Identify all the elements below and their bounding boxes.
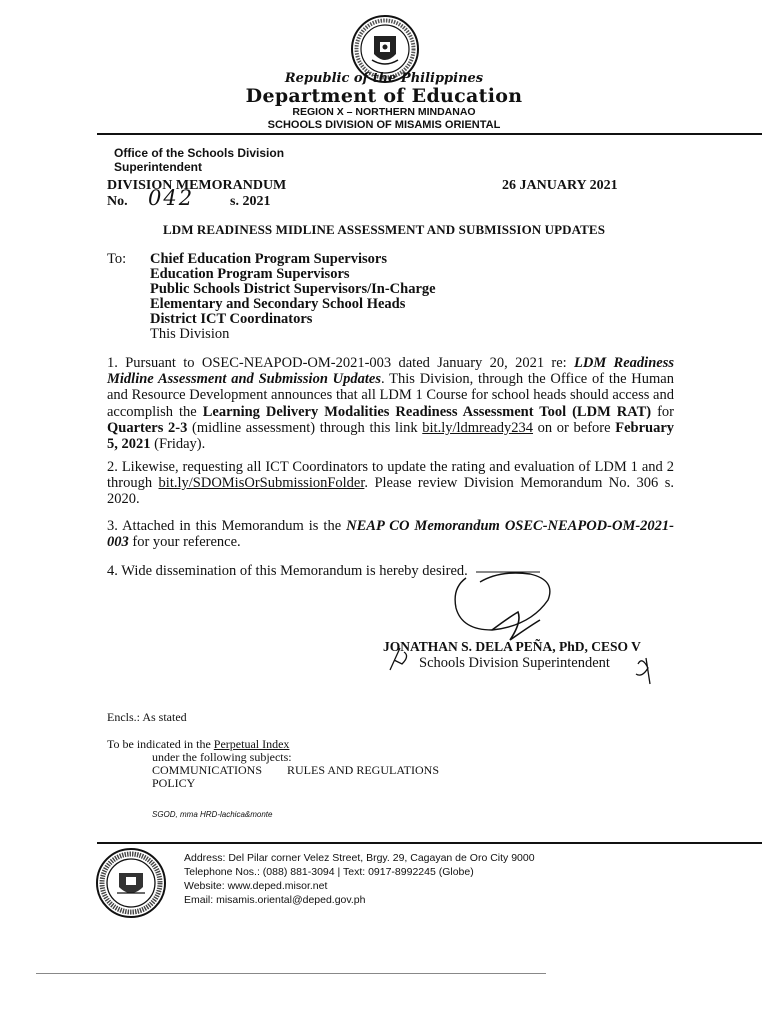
index-subject: COMMUNICATIONS bbox=[152, 763, 263, 777]
signatory-title: Schools Division Superintendent bbox=[419, 655, 610, 671]
republic-line: Republic of the Philippines bbox=[284, 71, 484, 86]
memo-series: s. 2021 bbox=[230, 194, 271, 209]
bottom-rule bbox=[36, 973, 546, 974]
perpetual-index-line: To be indicated in the Perpetual Index bbox=[107, 737, 290, 751]
paragraph-3: 3. Attached in this Memorandum is the NEAP CO Memorandum OSEC-NEAPOD-OM-2021-003 for your reference. bbox=[107, 518, 674, 551]
memo-type: DIVISION MEMORANDUM bbox=[107, 178, 287, 193]
header-divider bbox=[97, 133, 762, 135]
memo-number-handwritten: 042 bbox=[148, 186, 195, 210]
deped-seal-bottom bbox=[95, 847, 167, 919]
footer-email[interactable]: Email: misamis.oriental@deped.gov.ph bbox=[184, 894, 366, 906]
paragraph-4: 4. Wide dissemination of this Memorandum is hereby desired. bbox=[107, 563, 468, 579]
index-subject: RULES AND REGULATIONS bbox=[287, 763, 440, 777]
recipient: Public Schools District Supervisors/In-Charge bbox=[150, 281, 436, 297]
paragraph-1: 1. Pursuant to OSEC-NEAPOD-OM-2021-003 dated January 20, 2021 re: LDM Readiness Midline Assessment and Submission Updates. This Division, through the Office of the Human and Resource Development announces that all LDM 1 Course for school heads should access and accomplish the Learning Delivery Modalities Readiness Assessment Tool (LDM RAT) for Quarters 2-3 (midline assessment) through this link bit.ly/ldmready234 on or before February 5, 2021 (Friday). bbox=[107, 355, 675, 453]
recipient: District ICT Coordinators bbox=[150, 311, 313, 327]
memo-date: 26 JANUARY 2021 bbox=[502, 178, 618, 193]
reference-initials: SGOD, mma HRD-lachica&monte bbox=[152, 810, 273, 819]
footer-divider bbox=[97, 842, 762, 844]
memo-number-label: No. bbox=[107, 194, 128, 209]
footer-telephone: Telephone Nos.: (088) 881-3094 | Text: 0917-8992245 (Globe) bbox=[184, 866, 474, 878]
perpetual-index-subtitle: under the following subjects: bbox=[152, 750, 292, 764]
recipient: Education Program Supervisors bbox=[150, 266, 350, 282]
office-line-2: Superintendent bbox=[114, 160, 203, 174]
signatory-name: JONATHAN S. DELA PEÑA, PhD, CESO V bbox=[383, 639, 641, 654]
region-line: REGION X – NORTHERN MINDANAO bbox=[292, 106, 476, 118]
index-subject: POLICY bbox=[152, 776, 196, 790]
paragraph-2: 2. Likewise, requesting all ICT Coordinators to update the rating and evaluation of LDM 1 and 2 through bit.ly/SDOMisOrSubmissionFolder. Please review Division Memorandum No. 306 s. 2020. bbox=[107, 459, 674, 508]
ldm-rat-link[interactable]: bit.ly/ldmready234 bbox=[422, 419, 534, 436]
recipient: Elementary and Secondary School Heads bbox=[150, 296, 406, 312]
enclosures: Encls.: As stated bbox=[107, 710, 187, 724]
this-division: This Division bbox=[150, 326, 230, 342]
footer-website[interactable]: Website: www.deped.misor.net bbox=[184, 880, 328, 892]
submission-folder-link[interactable]: bit.ly/SDOMisOrSubmissionFolder bbox=[158, 475, 365, 492]
department-name: Department of Education bbox=[245, 85, 523, 107]
recipient: Chief Education Program Supervisors bbox=[150, 251, 387, 267]
handwritten-signature bbox=[380, 560, 680, 700]
footer-address: Address: Del Pilar corner Velez Street, Brgy. 29, Cagayan de Oro City 9000 bbox=[184, 852, 535, 864]
to-label: To: bbox=[107, 251, 127, 267]
memo-title: LDM READINESS MIDLINE ASSESSMENT AND SUBMISSION UPDATES bbox=[162, 222, 606, 237]
office-line-1: Office of the Schools Division bbox=[114, 146, 285, 160]
division-line: SCHOOLS DIVISION OF MISAMIS ORIENTAL bbox=[267, 119, 501, 131]
